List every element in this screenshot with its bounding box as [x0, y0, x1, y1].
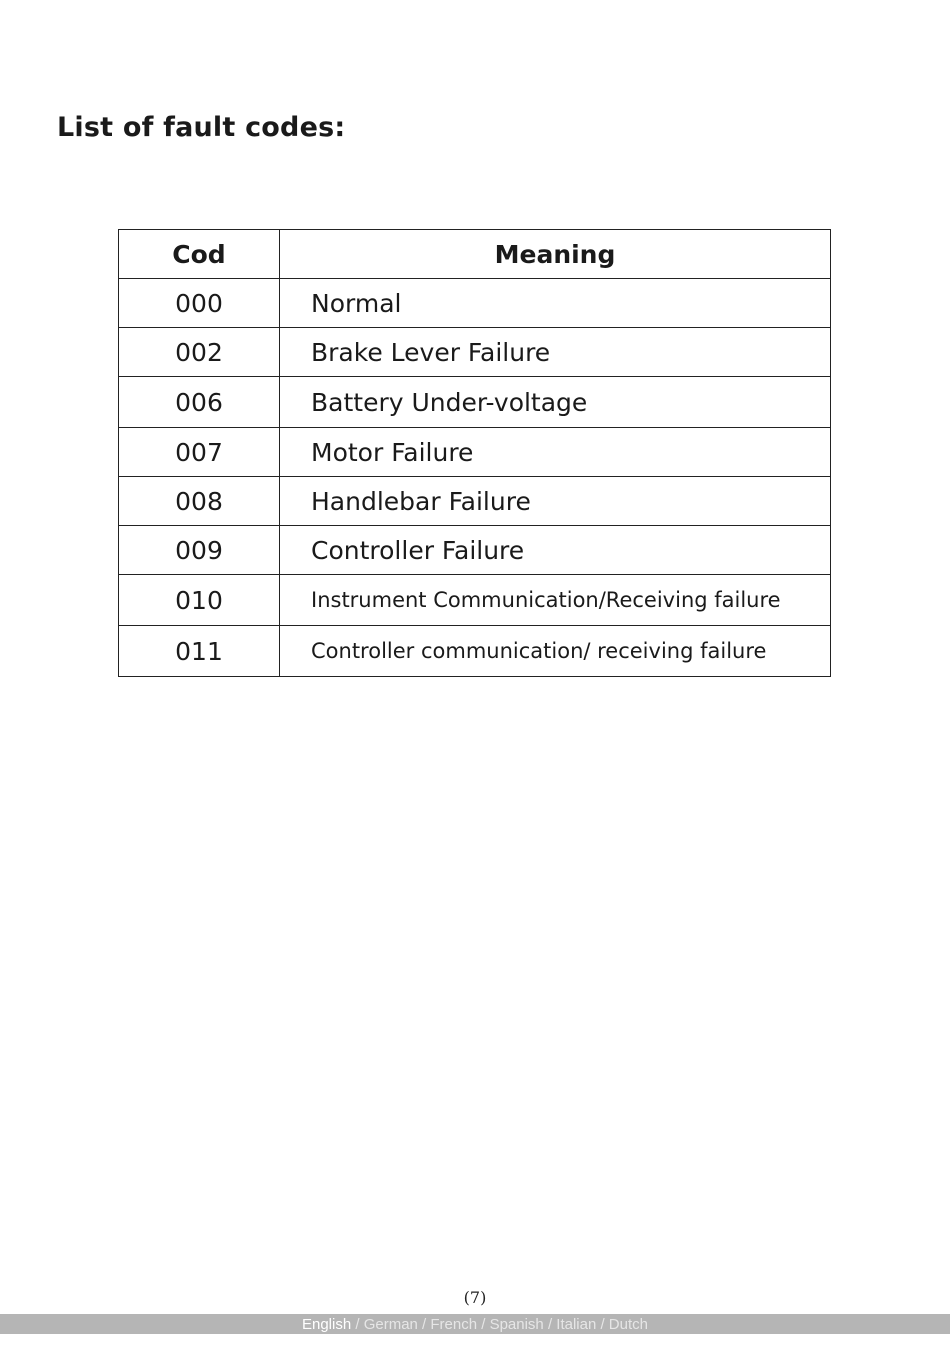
table-row	[119, 626, 831, 677]
fault-meaning-cell: Normal	[280, 279, 831, 328]
code-column-header: Cod	[119, 230, 280, 279]
fault-code-cell: 007	[119, 428, 280, 477]
table-row	[119, 377, 831, 428]
fault-code-table	[118, 229, 831, 677]
page-heading: List of fault codes:	[57, 112, 346, 143]
fault-code-cell: 010	[119, 575, 280, 626]
fault-meaning-cell: Instrument Communication/Receiving failure	[280, 575, 831, 626]
table-row	[119, 328, 831, 377]
fault-code-cell: 002	[119, 328, 280, 377]
table-row	[119, 428, 831, 477]
fault-meaning-cell: Controller Failure	[280, 526, 831, 575]
fault-code-cell: 008	[119, 477, 280, 526]
fault-code-cell: 000	[119, 279, 280, 328]
fault-meaning-cell: Motor Failure	[280, 428, 831, 477]
fault-meaning-cell: Brake Lever Failure	[280, 328, 831, 377]
language-active: English	[301, 1316, 352, 1333]
fault-code-cell: 011	[119, 626, 280, 677]
meaning-column-header: Meaning	[280, 230, 831, 279]
table-row	[119, 526, 831, 575]
page-number: (7)	[463, 1288, 487, 1307]
table-row	[119, 279, 831, 328]
language-bar	[0, 1314, 950, 1334]
fault-meaning-cell: Handlebar Failure	[280, 477, 831, 526]
fault-code-cell: 006	[119, 377, 280, 428]
table-header-row	[119, 230, 831, 279]
table-row	[119, 575, 831, 626]
fault-meaning-cell: Controller communication/ receiving failure	[280, 626, 831, 677]
fault-meaning-cell: Battery Under-voltage	[280, 377, 831, 428]
fault-code-cell: 009	[119, 526, 280, 575]
table-row	[119, 477, 831, 526]
language-others: / German / French / Spanish / Italian / Dutch	[351, 1316, 648, 1333]
